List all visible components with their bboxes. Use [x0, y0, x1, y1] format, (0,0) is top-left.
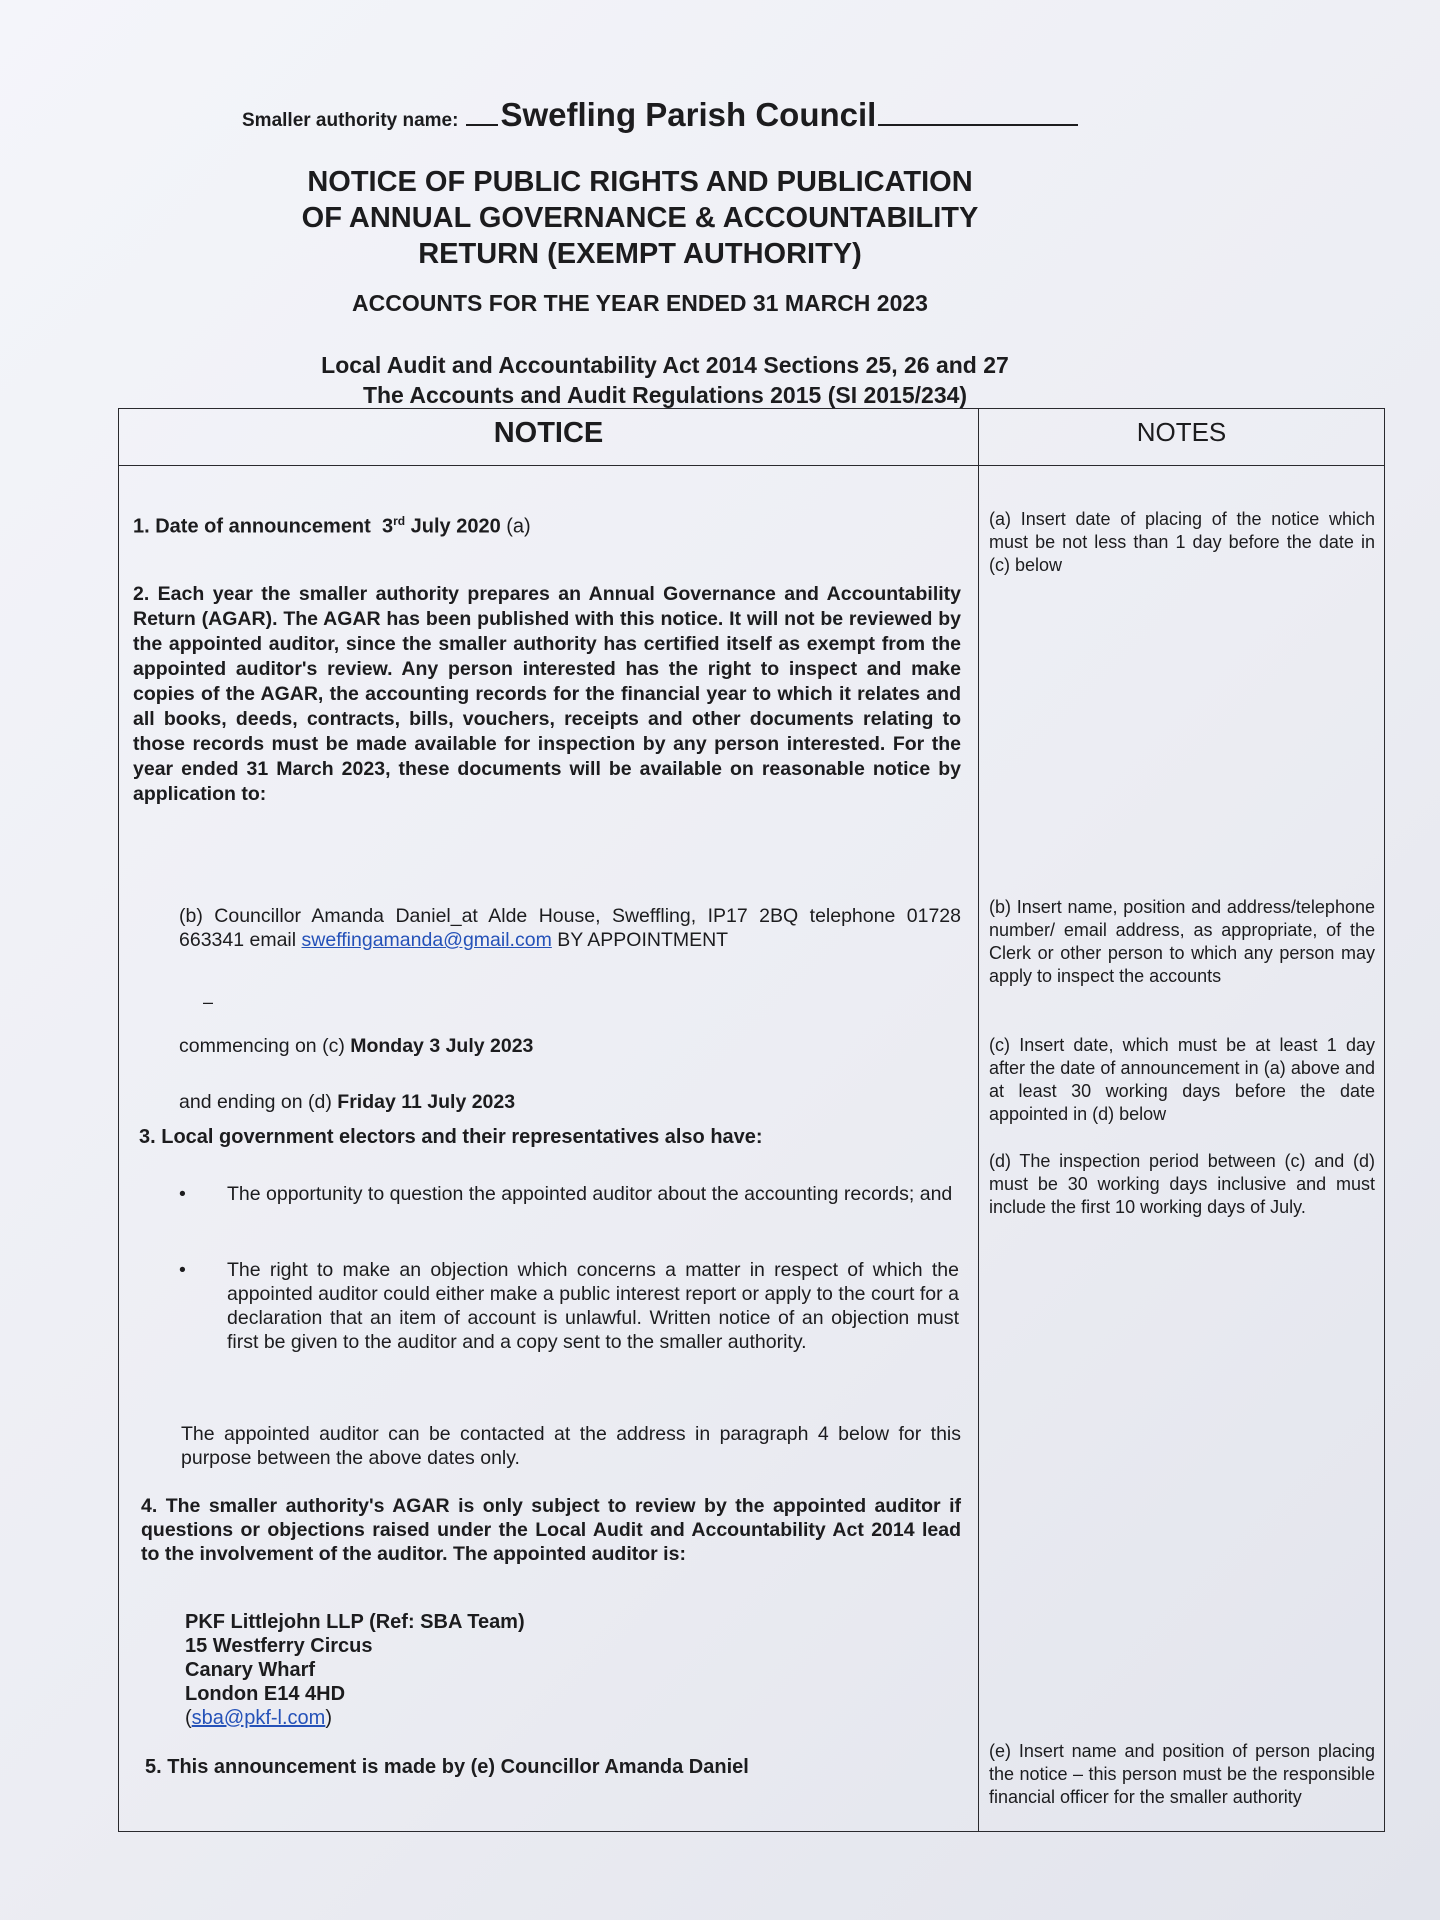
appointment-note: BY APPOINTMENT	[557, 929, 729, 951]
notes-column-header: NOTES	[979, 409, 1385, 466]
ending-label: and ending on (d)	[179, 1091, 332, 1113]
announcer-label: 5. This announcement is made by (e)	[145, 1756, 496, 1778]
paragraph-5	[145, 1756, 749, 1779]
note-a: (a) Insert date of placing of the notice which must be not less than 1 day before the date in (c) below	[989, 509, 1375, 575]
announcement-day: 3	[381, 515, 394, 538]
notice-table	[118, 408, 1385, 1832]
title-line: OF ANNUAL GOVERNANCE & ACCOUNTABILITY	[301, 202, 979, 234]
announcement-day-suffix: rd	[393, 514, 406, 528]
paragraph-3-heading: 3. Local government electors and their representatives also have:	[139, 1126, 763, 1148]
note-d: (d) The inspection period between (c) and (d) must be 30 working days inclusive and must include the first 10 working days of July.	[989, 1151, 1375, 1217]
underline-blank	[466, 124, 498, 126]
address-line: Canary Wharf	[185, 1659, 316, 1681]
accounts-year: ACCOUNTS FOR THE YEAR ENDED 31 MARCH 2023	[352, 290, 928, 316]
announcement-label: 1. Date of announcement	[133, 515, 371, 538]
act-line: Local Audit and Accountability Act 2014 Sections 25, 26 and 27	[321, 352, 1009, 378]
note-ref-a: (a)	[506, 515, 531, 538]
notes-body	[979, 466, 1385, 1832]
inspection-contact	[179, 904, 961, 952]
authority-name-line	[242, 96, 1142, 134]
paragraph-2: 2. Each year the smaller authority prepares an Annual Governance and Accountability Return (AGAR). The AGAR has been published with this notice. It will not be reviewed by the appointed auditor, since the smaller authority has certified itself as exempt from the appointed auditor's review. Any person interested has the right to inspect and make copies of the AGAR, the accounting records for the financial year to which it relates and all books, deeds, contracts, bills, vouchers, receipts and other documents relating to those records must be made available for inspection by any person interested. For the year ended 31 March 2023, these documents will be available on reasonable notice by application to:	[133, 583, 961, 805]
note-e: (e) Insert name and position of person placing the notice – this person must be the responsible financial officer for the smaller authority	[989, 1741, 1375, 1807]
bullet-item	[179, 1182, 959, 1206]
note-c: (c) Insert date, which must be at least 1 day after the date of announcement in (a) above and at least 30 working days before the date appointed in (d) below	[989, 1035, 1375, 1124]
bullet-text: The right to make an objection which concerns a matter in respect of which the appointed auditor could either make a public interest report or apply to the court for a declaration that an item of account is unlawful. Written notice of an objection must first be given to the auditor and a copy sent to the smaller authority.	[227, 1259, 959, 1353]
announcement-date	[133, 514, 531, 539]
announcer-name: Councillor Amanda Daniel	[500, 1756, 749, 1778]
address-line: 15 Westferry Circus	[185, 1635, 373, 1657]
bullet-dot: •	[179, 1183, 186, 1205]
notice-body	[119, 466, 979, 1832]
title-line: NOTICE OF PUBLIC RIGHTS AND PUBLICATION	[307, 166, 973, 198]
contact-email-link[interactable]: sweffingamanda@gmail.com	[301, 929, 552, 951]
address-line: PKF Littlejohn LLP (Ref: SBA Team)	[185, 1611, 525, 1633]
note-b: (b) Insert name, position and address/telephone number/ email address, as appropriate, of the Clerk or other person to which any person may apply to inspect the accounts	[989, 897, 1375, 986]
contact-details: (b) Councillor Amanda Daniel_at Alde House, Sweffling, IP17 2BQ telephone 01728 663341 email	[179, 905, 961, 951]
bullet-text: The opportunity to question the appointed auditor about the accounting records; and	[227, 1183, 953, 1205]
bullet-item	[179, 1258, 959, 1354]
title-line: RETURN (EXEMPT AUTHORITY)	[418, 238, 862, 270]
paragraph-4: 4. The smaller authority's AGAR is only subject to review by the appointed auditor if questions or objections raised under the Local Audit and Accountability Act 2014 lead to the involvement of the auditor. The appointed auditor is:	[141, 1495, 961, 1565]
auditor-contact-note: The appointed auditor can be contacted at the address in paragraph 4 below for this purpose between the above dates only.	[181, 1423, 961, 1469]
bullet-dot: •	[179, 1259, 186, 1281]
legislation-references	[250, 350, 1080, 410]
auditor-email-link[interactable]: sba@pkf-l.com	[191, 1707, 326, 1729]
commencing-date	[179, 1034, 961, 1058]
notice-title	[250, 164, 1030, 317]
announcement-month-year: July 2020	[410, 515, 501, 538]
commencing-label: commencing on (c)	[179, 1035, 345, 1057]
address-line: London E14 4HD	[185, 1683, 346, 1705]
auditor-email-line: (sba@pkf-l.com)	[185, 1707, 333, 1729]
regulations-line: The Accounts and Audit Regulations 2015 (SI 2015/234)	[362, 382, 968, 408]
ending-value: Friday 11 July 2023	[337, 1091, 516, 1113]
ending-date	[179, 1090, 961, 1114]
dash-mark: –	[203, 992, 214, 1012]
notice-column-header: NOTICE	[119, 409, 979, 466]
auditor-address	[185, 1610, 525, 1730]
underline-blank	[878, 124, 1078, 126]
authority-label: Smaller authority name:	[242, 110, 459, 131]
commencing-value: Monday 3 July 2023	[350, 1035, 534, 1057]
authority-name: Swefling Parish Council	[500, 96, 877, 133]
